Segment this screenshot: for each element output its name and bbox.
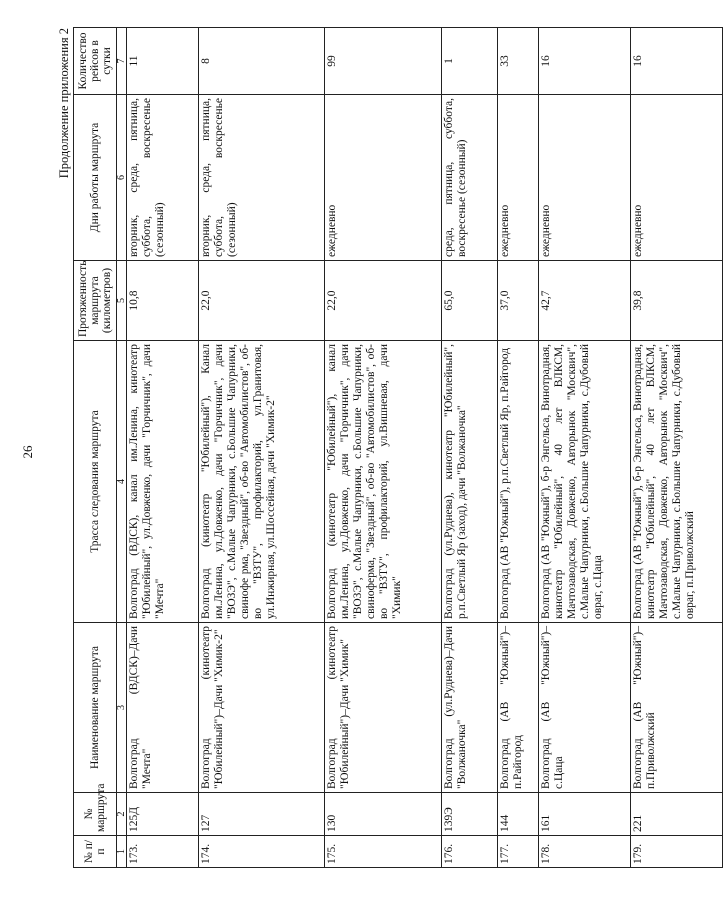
route-number: 125Д <box>127 793 199 836</box>
row-index: 174. <box>199 836 325 868</box>
row-index: 173. <box>127 836 199 868</box>
table-row <box>325 28 442 868</box>
route-number: 221 <box>631 793 723 836</box>
route-name: Волгоград (АВ "Южный")–с.Цаца <box>539 623 631 793</box>
trips-per-day: 99 <box>325 28 442 95</box>
header-index: № п/п <box>74 836 117 868</box>
route-path: Волгоград (АВ "Южный"), б-р Энгельса, Винотрадная, кинотеатр "Юбилейный", 40 лет ВЛКСМ, Мачтозаводская, Довженко, Авторынок "Москвич", с.Малые Чапурники, с.Большие Чапурники, с.Дубовый овраг, с.Цаца <box>539 341 631 623</box>
operating-days: среда, пятница, суббота, воскресенье (сезонный) <box>442 95 498 261</box>
route-name: Волгоград (кинотеатр "Юбилейный")–Дачи "Химик" <box>325 623 442 793</box>
column-number: 2 <box>117 793 127 836</box>
route-path: Волгоград (АВ "Южный"), р.п.Светлый Яр, п.Райгород <box>498 341 539 623</box>
column-number: 5 <box>117 261 127 341</box>
header-route-path: Трасса следования маршрута <box>74 341 117 623</box>
route-name: Волгоград (ВДСК)–Дачи "Мечта" <box>127 623 199 793</box>
row-index: 178. <box>539 836 631 868</box>
route-number: 130 <box>325 793 442 836</box>
operating-days: вторник, среда, пятница, суббота, воскресенье (сезонный) <box>127 95 199 261</box>
table-row <box>199 28 325 868</box>
header-route-name: Наименование маршрута <box>74 623 117 793</box>
operating-days: вторник, среда, пятница, суббота, воскресенье (сезонный) <box>199 95 325 261</box>
route-path: Волгоград (кинотеатр "Юбилейный"), Канал им.Ленина, ул.Довженко, дачи "Горчичник", дачи "ВОЗЭ", с.Малые Чапурники, с.Большие Чапурники, свинофе рма, "Звездный", об-во "Автомобилистов", об-во "ВЗТУ", профилакторий, ул.Гранитовая, ул.Инжирная, ул.Шоссейная, дачи "Химик-2" <box>199 341 325 623</box>
row-index: 176. <box>442 836 498 868</box>
column-number: 7 <box>117 28 127 95</box>
route-number: 144 <box>498 793 539 836</box>
row-index: 177. <box>498 836 539 868</box>
routes-table <box>73 27 723 868</box>
route-path: Волгоград (ВДСК), канал им.Ленина, кинотеатр "Юбилейный", ул.Довженко, дачи "Горчичник", дачи "Мечта" <box>127 341 199 623</box>
trips-per-day: 33 <box>498 28 539 95</box>
header-route-length: Протяженность маршрута (километров) <box>74 261 117 341</box>
route-length: 10,8 <box>127 261 199 341</box>
row-index: 175. <box>325 836 442 868</box>
route-name: Волгоград (кинотеатр "Юбилейный")–Дачи "Химик-2" <box>199 623 325 793</box>
header-operating-days: Дни работы маршрута <box>74 95 117 261</box>
table-row <box>127 28 199 868</box>
route-length: 22,0 <box>325 261 442 341</box>
rotated-page-content <box>55 28 696 868</box>
route-name: Волгоград (ул.Руднева)–Дачи "Волжаночка" <box>442 623 498 793</box>
page-number: 26 <box>20 445 35 459</box>
route-number: 161 <box>539 793 631 836</box>
route-length: 65,0 <box>442 261 498 341</box>
route-number: 127 <box>199 793 325 836</box>
trips-per-day: 11 <box>127 28 199 95</box>
trips-per-day: 16 <box>631 28 723 95</box>
column-numbers-row <box>117 28 127 868</box>
operating-days: ежедневно <box>539 95 631 261</box>
column-number: 1 <box>117 836 127 868</box>
route-number: 139Э <box>442 793 498 836</box>
column-number: 3 <box>117 623 127 793</box>
header-route-number: № маршрута <box>74 793 117 836</box>
route-path: Волгоград (АВ "Южный"), б-р Энгельса, Винотрадная, кинотеатр "Юбилейный", 40 лет ВЛКСМ, Мачтозаводская, Довженко, Авторынок "Москвич", с.Малые Чапурники, с.Большие Чапурники, с.Дубовый овраг, п.Приволжский <box>631 341 723 623</box>
route-name: Волгоград (АВ "Южный")–п.Приволжский <box>631 623 723 793</box>
row-index: 179. <box>631 836 723 868</box>
operating-days: ежедневно <box>498 95 539 261</box>
table-row <box>442 28 498 868</box>
route-path: Волгоград (ул.Руднева), кинотеатр "Юбилейный", р.п.Светлый Яр (заход), дачи "Волжаночка" <box>442 341 498 623</box>
table-row <box>631 28 723 868</box>
route-length: 37,0 <box>498 261 539 341</box>
header-trips-per-day: Количество рейсов в сутки <box>74 28 117 95</box>
route-name: Волгоград (АВ "Южный")–п.Райгород <box>498 623 539 793</box>
route-path: Волгоград (кинотеатр "Юбилейный"), канал им.Ленина, ул.Довженко, дачи "Горчичник", дачи "ВОЗЭ", с.Малые Чапурники, с.Большие Чапурники, свиноферма, "Звездный", об-во "Автомобилистов", об-во "ВЗТУ", профилакторий, ул.Вишневая, дачи "Химик" <box>325 341 442 623</box>
column-number: 4 <box>117 341 127 623</box>
operating-days: ежедневно <box>325 95 442 261</box>
route-length: 22,0 <box>199 261 325 341</box>
table-row <box>498 28 539 868</box>
operating-days: ежедневно <box>631 95 723 261</box>
column-number: 6 <box>117 95 127 261</box>
trips-per-day: 1 <box>442 28 498 95</box>
trips-per-day: 8 <box>199 28 325 95</box>
appendix-continuation-title: Продолжение приложения 2 <box>57 28 71 179</box>
trips-per-day: 16 <box>539 28 631 95</box>
route-length: 42,7 <box>539 261 631 341</box>
table-header-row <box>74 28 117 868</box>
table-row <box>539 28 631 868</box>
route-length: 39,8 <box>631 261 723 341</box>
